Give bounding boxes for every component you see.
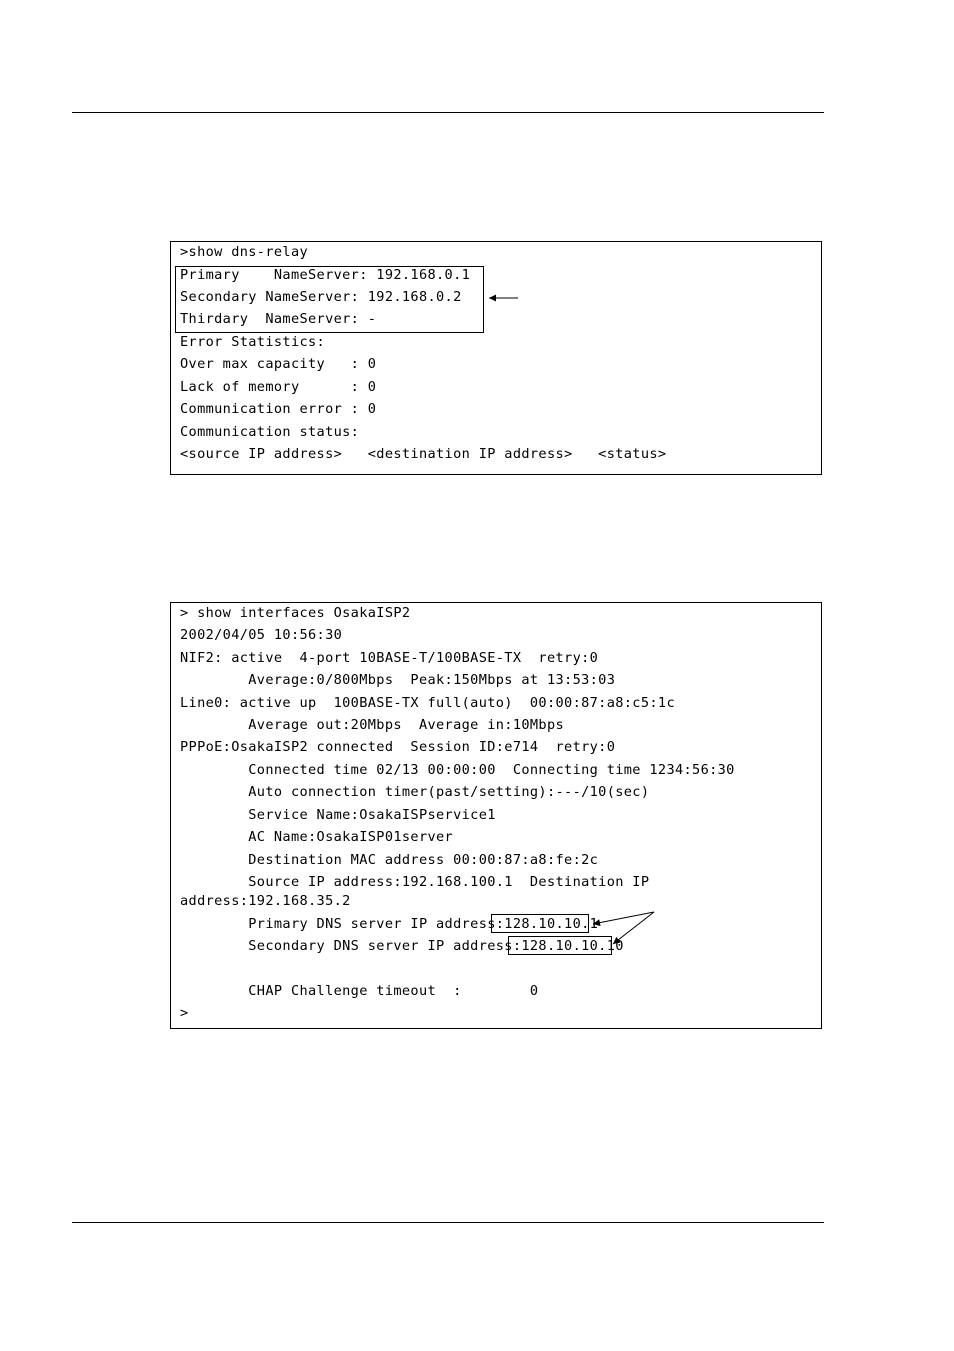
terminal-line: Secondary NameServer: 192.168.0.2 [180,289,462,305]
terminal-line: CHAP Challenge timeout : 0 [180,983,539,999]
terminal-line: Average:0/800Mbps Peak:150Mbps at 13:53:03 [180,672,616,688]
terminal-line: > [180,1005,189,1021]
terminal-line: Service Name:OsakaISPservice1 [180,807,496,823]
terminal-line: Error Statistics: [180,334,326,350]
terminal-line: AC Name:OsakaISP01server [180,829,454,845]
terminal-line: <source IP address> <destination IP address> <status> [180,446,667,462]
terminal-line: NIF2: active 4-port 10BASE-T/100BASE-TX retry:0 [180,650,599,666]
terminal-line: Source IP address:192.168.100.1 Destination IP [180,874,650,890]
terminal-line: address:192.168.35.2 [180,893,351,909]
primary-dns-callout-arrow [593,912,654,924]
terminal-line: Primary NameServer: 192.168.0.1 [180,267,471,283]
terminal-line: Lack of memory : 0 [180,379,377,395]
terminal-line: PPPoE:OsakaISP2 connected Session ID:e714 retry:0 [180,739,616,755]
terminal-line: Communication error : 0 [180,401,377,417]
terminal-line: 2002/04/05 10:56:30 [180,627,343,643]
bottom-rule [72,1222,824,1223]
terminal-line: Thirdary NameServer: - [180,311,377,327]
terminal-line: > show interfaces OsakaISP2 [180,605,411,621]
terminal-line: Over max capacity : 0 [180,356,377,372]
terminal-line: Secondary DNS server IP address:128.10.10.10 [180,938,624,954]
terminal-line: Auto connection timer(past/setting):---/10(sec) [180,784,650,800]
terminal-line: >show dns-relay [180,244,309,260]
terminal-line: Primary DNS server IP address:128.10.10.1 [180,916,599,932]
terminal-line: Communication status: [180,424,360,440]
terminal-line: Connected time 02/13 00:00:00 Connecting time 1234:56:30 [180,762,735,778]
secondary-dns-callout-arrow [613,912,654,944]
terminal-line: Average out:20Mbps Average in:10Mbps [180,717,565,733]
terminal-line: Line0: active up 100BASE-TX full(auto) 00:00:87:a8:c5:1c [180,695,675,711]
terminal-line: Destination MAC address 00:00:87:a8:fe:2c [180,852,599,868]
